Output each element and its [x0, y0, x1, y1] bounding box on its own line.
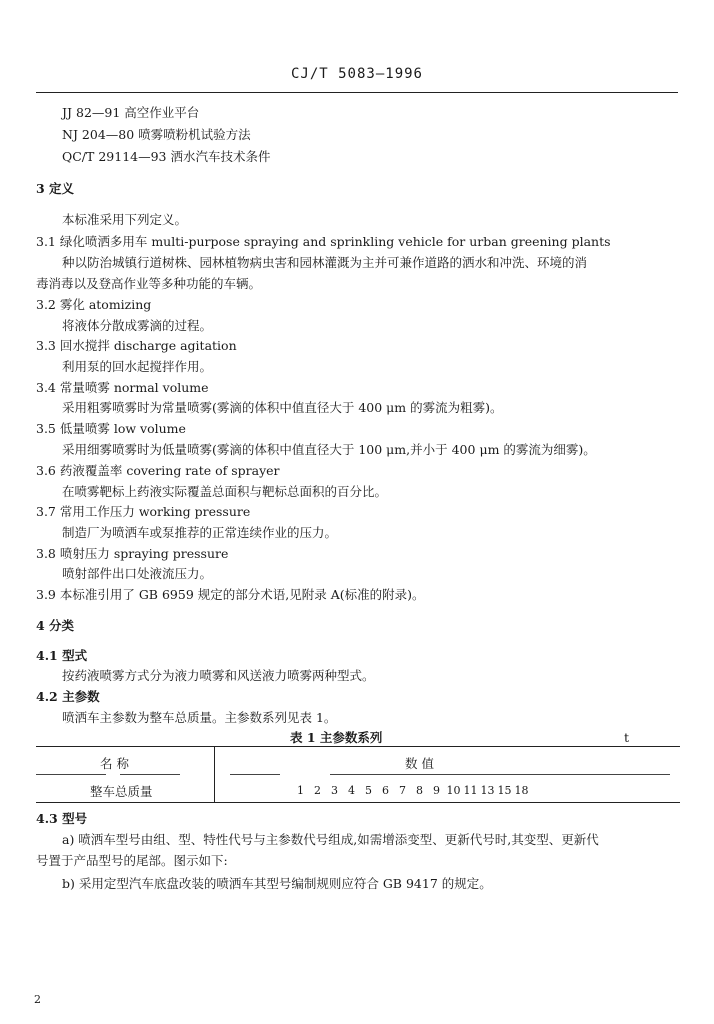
clause-4-3-b: b) 采用定型汽车底盘改装的喷洒车其型号编制规则应符合 GB 9417 的规定。 — [62, 876, 492, 891]
def-3-8-body: 喷射部件出口处液流压力。 — [62, 566, 213, 581]
clause-4-1-head: 4.1 型式 — [36, 648, 88, 663]
table-value-cell: 18 — [514, 784, 529, 797]
table-value-cell: 11 — [463, 784, 478, 797]
table-header-dash — [36, 774, 106, 775]
table-header-dash — [330, 774, 670, 775]
def-3-7-body: 制造厂为喷洒车或泵推荐的正常连续作业的压力。 — [62, 525, 338, 540]
def-3-4-body: 采用粗雾喷雾时为常量喷雾(雾滴的体积中值直径大于 400 μm 的雾流为粗雾)。 — [62, 400, 503, 415]
def-3-1-body-1: 种以防治城镇行道树株、园林植物病虫害和园林灌溉为主并可兼作道路的洒水和冲洗、环境的消 — [62, 255, 588, 270]
table-value-cell: 4 — [348, 784, 355, 797]
def-3-9: 3.9 本标准引用了 GB 6959 规定的部分术语,见附录 A(标准的附录)。 — [36, 587, 425, 602]
def-3-5-body: 采用细雾喷雾时为低量喷雾(雾滴的体积中值直径大于 100 μm,并小于 400 μm 的雾流为细雾)。 — [62, 442, 596, 457]
ref-line-2: NJ 204—80 喷雾喷粉机试验方法 — [62, 127, 251, 142]
clause-4-3-a-line-1: a) 喷洒车型号由组、型、特性代号与主参数代号组成,如需增添变型、更新代号时,其变型、更新代 — [62, 832, 599, 847]
table-unit: t — [624, 730, 630, 745]
section-4-title: 4 分类 — [36, 618, 75, 633]
table-value-cell: 8 — [416, 784, 423, 797]
def-3-5-head: 3.5 低量喷雾 low volume — [36, 421, 186, 436]
ref-line-3: QC/T 29114—93 洒水汽车技术条件 — [62, 149, 271, 164]
clause-4-1-body: 按药液喷雾方式分为液力喷雾和风送液力喷雾两种型式。 — [62, 668, 375, 683]
table-value-cell: 2 — [314, 784, 321, 797]
clause-4-2-head: 4.2 主参数 — [36, 689, 100, 704]
table-value-cell: 13 — [480, 784, 495, 797]
table-value-cell: 7 — [399, 784, 406, 797]
table-bottom-rule — [36, 802, 680, 803]
section-3-title: 3 定义 — [36, 181, 75, 196]
clause-4-2-body: 喷洒车主参数为整车总质量。主参数系列见表 1。 — [62, 710, 337, 725]
table-value-cell: 15 — [497, 784, 512, 797]
page-number: 2 — [34, 993, 41, 1006]
def-3-3-body: 利用泵的回水起搅拌作用。 — [62, 359, 213, 374]
table-value-cell: 6 — [382, 784, 389, 797]
table-top-rule — [36, 746, 680, 747]
def-3-6-head: 3.6 药液覆盖率 covering rate of sprayer — [36, 463, 280, 478]
table-value-cell: 9 — [433, 784, 440, 797]
def-3-1-body-2: 毒消毒以及登高作业等多种功能的车辆。 — [36, 276, 262, 291]
table-row-label: 整车总质量 — [90, 784, 153, 799]
def-3-2-body: 将液体分散成雾滴的过程。 — [62, 318, 213, 333]
def-3-1-head: 3.1 绿化喷洒多用车 multi-purpose spraying and sprinkling vehicle for urban greening plants — [36, 234, 611, 249]
table-value-cell: 10 — [446, 784, 461, 797]
def-3-2-head: 3.2 雾化 atomizing — [36, 297, 152, 312]
def-3-3-head: 3.3 回水搅拌 discharge agitation — [36, 338, 237, 353]
section-3-intro: 本标准采用下列定义。 — [62, 212, 188, 227]
def-3-4-head: 3.4 常量喷雾 normal volume — [36, 380, 209, 395]
standard-code-header: CJ/T 5083—1996 — [290, 66, 423, 82]
table-value-cell: 1 — [297, 784, 304, 797]
clause-4-3-a-line-2: 号置于产品型号的尾部。图示如下: — [36, 853, 228, 868]
table-header-dash — [120, 774, 180, 775]
table-value-row — [292, 784, 530, 797]
def-3-7-head: 3.7 常用工作压力 working pressure — [36, 504, 251, 519]
table-header-values: 数 值 — [405, 756, 434, 771]
ref-line-1: JJ 82—91 高空作业平台 — [62, 105, 200, 120]
table-column-divider — [214, 746, 215, 802]
table-header-dash — [230, 774, 280, 775]
table-value-cell: 3 — [331, 784, 338, 797]
table-caption: 表 1 主参数系列 — [290, 730, 383, 745]
header-rule — [36, 92, 678, 93]
table-header-name: 名 称 — [100, 756, 129, 771]
clause-4-3-head: 4.3 型号 — [36, 811, 88, 826]
def-3-8-head: 3.8 喷射压力 spraying pressure — [36, 546, 229, 561]
def-3-6-body: 在喷雾靶标上药液实际覆盖总面积与靶标总面积的百分比。 — [62, 484, 388, 499]
table-value-cell: 5 — [365, 784, 372, 797]
